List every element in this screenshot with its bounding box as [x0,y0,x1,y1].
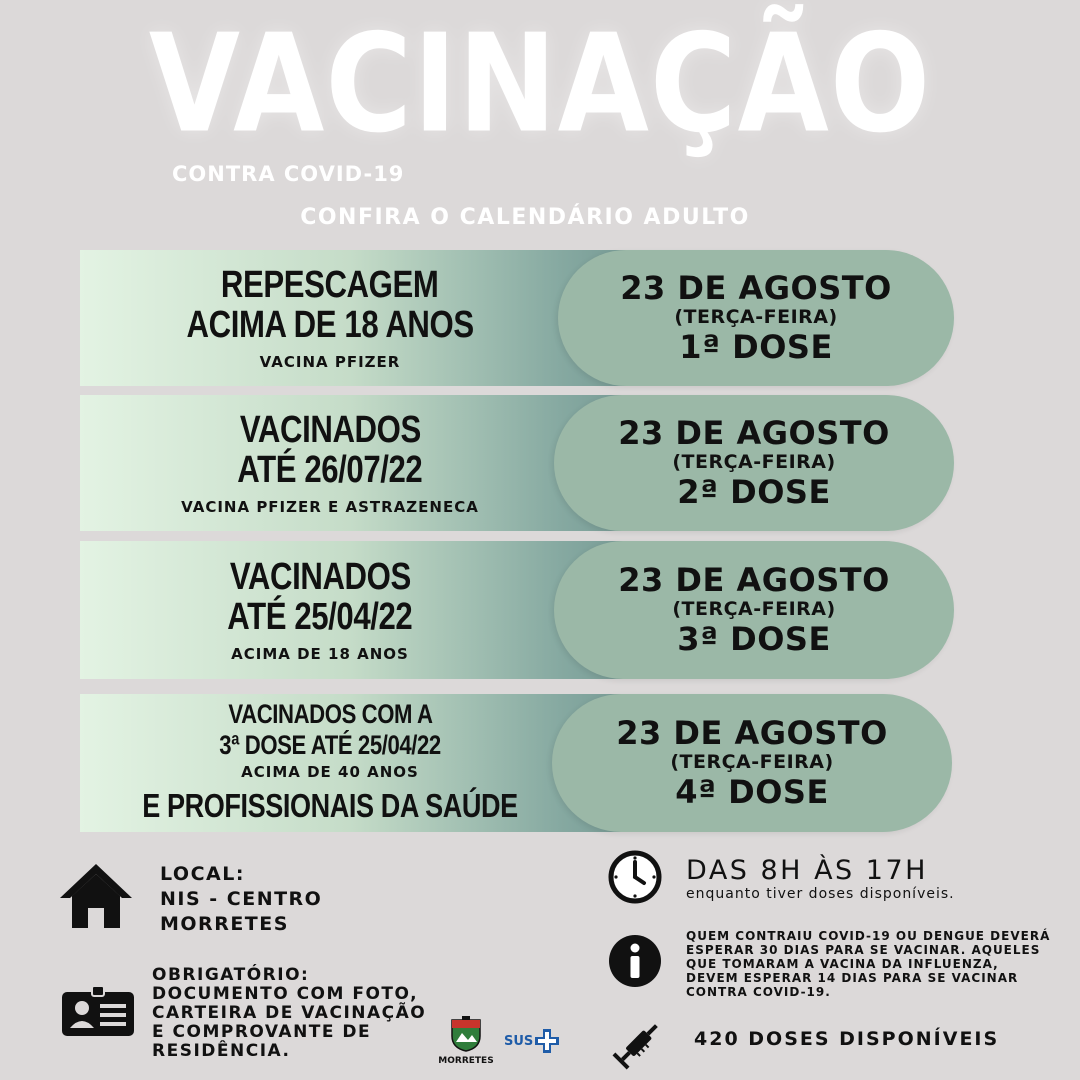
schedule-block [686,855,955,902]
notice-line5: CONTRA COVID-19. [686,985,831,999]
clock-icon [608,850,662,904]
documents-line5: RESIDÊNCIA. [152,1041,291,1061]
dose-text: 3ª DOSE [677,620,831,658]
location-block [160,862,322,937]
id-card-icon [62,986,134,1036]
group-title-line2: 3ª DOSE ATÉ 25/04/22 [219,730,441,760]
weekday-text: (TERÇA-FEIRA) [674,306,838,328]
group-title-line1: VACINADOS [229,556,411,598]
weekday-text: (TERÇA-FEIRA) [672,451,836,473]
calendar-heading: CONFIRA O CALENDÁRIO ADULTO [300,205,750,230]
date-pill [552,694,952,832]
city-logo [436,1016,496,1072]
house-icon [58,862,134,930]
location-label: LOCAL: [160,863,245,885]
notice-block [686,929,1050,999]
weekday-text: (TERÇA-FEIRA) [670,751,834,773]
documents-line1: OBRIGATÓRIO: [152,965,310,985]
location-line1: NIS - CENTRO [160,888,323,910]
group-description [80,541,560,679]
date-text: 23 DE AGOSTO [618,414,890,452]
group-title-line2: ACIMA DE 18 ANOS [186,304,474,346]
date-pill [558,250,954,386]
group-caption: VACINA PFIZER [259,353,401,371]
schedule-row-1 [80,250,960,386]
group-title-line1: VACINADOS [239,409,421,451]
group-title-line2: ATÉ 26/07/22 [237,449,423,491]
page-title: VACINAÇÃO [148,4,932,163]
date-text: 23 DE AGOSTO [618,561,890,599]
group-description [80,395,580,531]
notice-line3: QUE TOMARAM A VACINA DA INFLUENZA, [686,957,999,971]
dose-text: 2ª DOSE [677,473,831,511]
city-logo-label: MORRETES [438,1056,494,1066]
plus-cross-icon [535,1029,559,1053]
hours-text: DAS 8H ÀS 17H [686,855,928,886]
info-icon [608,934,662,988]
hours-note: enquanto tiver doses disponíveis. [686,886,955,902]
documents-line4: E COMPROVANTE DE [152,1022,372,1042]
dose-text: 4ª DOSE [675,773,829,811]
weekday-text: (TERÇA-FEIRA) [672,598,836,620]
group-description [80,694,580,832]
schedule-row-4 [80,694,960,832]
group-caption: ACIMA DE 40 ANOS [241,763,419,781]
documents-block [152,966,426,1061]
date-pill [554,395,954,531]
doses-available: 420 DOSES DISPONÍVEIS [694,1028,1000,1050]
group-title-line3: E PROFISSIONAIS DA SAÚDE [142,787,518,824]
schedule-row-2 [80,395,960,531]
group-caption: VACINA PFIZER E ASTRAZENECA [181,498,479,516]
notice-line2: ESPERAR 30 DIAS PARA SE VACINAR. AQUELES [686,943,1041,957]
date-text: 23 DE AGOSTO [616,714,888,752]
documents-line3: CARTEIRA DE VACINAÇÃO [152,1003,427,1023]
date-pill [554,541,954,679]
group-title-line1: REPESCAGEM [221,264,439,306]
location-line2: MORRETES [160,913,289,935]
date-text: 23 DE AGOSTO [620,269,892,307]
group-title-line2: ATÉ 25/04/22 [227,596,413,638]
group-caption: ACIMA DE 18 ANOS [231,645,409,663]
notice-line1: QUEM CONTRAIU COVID-19 OU DENGUE DEVERÁ [686,929,1051,943]
syringe-icon [608,1014,668,1074]
notice-line4: DEVEM ESPERAR 14 DIAS PARA SE VACINAR [686,971,1019,985]
sus-logo-label: SUS [504,1033,534,1049]
group-description [80,250,580,386]
page-subtitle: CONTRA COVID-19 [172,162,405,186]
group-title-line1: VACINADOS COM A [227,699,433,729]
documents-line2: DOCUMENTO COM FOTO, [152,984,419,1004]
dose-text: 1ª DOSE [679,328,833,366]
sus-logo [504,1028,559,1054]
schedule-row-3 [80,541,960,679]
